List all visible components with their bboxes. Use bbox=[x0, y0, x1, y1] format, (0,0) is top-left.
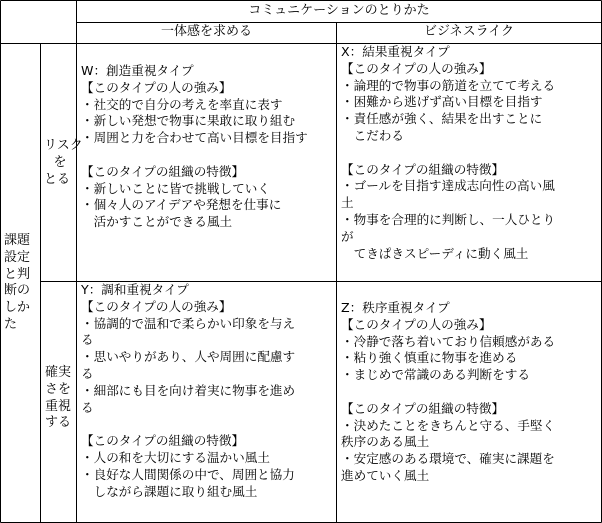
org-item: 活かすことができる風土 bbox=[81, 214, 233, 230]
cell-x-results bbox=[337, 44, 601, 281]
org-item: ・安定感のある環境で、確実に課題を bbox=[341, 451, 555, 467]
org-item: ・物事を合理的に判断し、一人ひとり bbox=[341, 211, 556, 227]
strength-item: ・困難から逃げず高い目標を目指す bbox=[341, 94, 543, 110]
org-item: てきぱきスピーディに動く風土 bbox=[341, 245, 529, 261]
org-item: ・決めたことをきちんと守る、手堅く bbox=[341, 417, 556, 433]
org-item: ・ゴールを目指す達成志向性の高い風 bbox=[341, 178, 555, 194]
strength-item: こだわる bbox=[341, 127, 404, 143]
strength-item: る bbox=[81, 399, 94, 415]
org-heading: 【このタイプの組織の特徴】 bbox=[341, 161, 505, 177]
strength-item: る bbox=[81, 365, 94, 381]
strength-item: ・細部にも目を向け着実に物事を進め bbox=[81, 382, 296, 398]
strength-item: ・責任感が強く、結果を出すことに bbox=[341, 111, 543, 127]
row-label-line: 重視 bbox=[45, 398, 72, 414]
org-heading: 【このタイプの組織の特徴】 bbox=[81, 433, 245, 449]
strength-item: る bbox=[81, 332, 94, 348]
cell-y-harmony bbox=[77, 282, 336, 522]
org-item: 土 bbox=[341, 195, 354, 211]
header-column-left: 一体感を求める bbox=[160, 24, 252, 39]
strength-heading: 【このタイプの人の強み】 bbox=[81, 298, 232, 314]
type-title: X：結果重視タイプ bbox=[341, 44, 450, 59]
type-title: W：創造重視タイプ bbox=[81, 63, 194, 78]
org-item: 進めていく風土 bbox=[341, 467, 430, 483]
row-label-take-risk bbox=[44, 137, 83, 193]
org-item: ・人の和を大切にする温かい風土 bbox=[81, 449, 270, 465]
type-title: Z：秩序重視タイプ bbox=[341, 300, 450, 315]
org-item: が bbox=[341, 228, 354, 244]
row-label-line: する bbox=[45, 415, 72, 431]
org-heading: 【このタイプの組織の特徴】 bbox=[341, 400, 505, 416]
row-label-line: リスク bbox=[44, 138, 83, 153]
strength-item: ・冷静で落ち着いており信頼感がある bbox=[341, 333, 556, 349]
strength-heading: 【このタイプの人の強み】 bbox=[341, 60, 492, 76]
header-column-right: ビジネスライク bbox=[424, 24, 514, 39]
strength-heading: 【このタイプの人の強み】 bbox=[341, 316, 492, 332]
cell-z-order bbox=[337, 300, 601, 522]
strength-item: ・協調的で温和で柔らかい印象を与え bbox=[81, 315, 296, 331]
strength-heading: 【このタイプの人の強み】 bbox=[81, 79, 232, 95]
row-label-certainty bbox=[45, 364, 75, 436]
row-axis-label bbox=[4, 232, 40, 342]
org-heading: 【このタイプの組織の特徴】 bbox=[81, 163, 245, 179]
row-axis-line: しか bbox=[4, 300, 31, 316]
strength-item: ・粘り強く慎重に物事を進める bbox=[341, 350, 518, 366]
row-label-line: とる bbox=[44, 171, 71, 187]
strength-item: ・思いやりがあり、人や周囲に配慮す bbox=[81, 349, 296, 365]
row-axis-line: 断の bbox=[4, 283, 31, 299]
row-label-line: を bbox=[53, 154, 67, 170]
cell-w-creative bbox=[77, 63, 336, 281]
org-item: ・個々人のアイデアや発想を仕事に bbox=[81, 197, 282, 213]
org-item: 秩序のある風土 bbox=[341, 434, 430, 450]
strength-item: ・社交的で自分の考えを率直に表す bbox=[81, 96, 283, 112]
org-item: ・良好な人間関係の中で、周囲と協力 bbox=[81, 466, 295, 482]
type-title: Y：調和重視タイプ bbox=[81, 282, 189, 297]
strength-item: ・論理的で物事の筋道を立てて考える bbox=[341, 77, 556, 93]
row-label-line: さを bbox=[45, 381, 72, 397]
strength-item: ・周囲と力を合わせて高い目標を目指す bbox=[81, 130, 308, 146]
row-axis-line: 課題 bbox=[4, 233, 31, 248]
row-label-line: 確実 bbox=[45, 365, 72, 380]
header-main-title: コミュニケーションのとりかた bbox=[248, 3, 430, 18]
row-axis-line: た bbox=[4, 316, 18, 332]
row-axis-line: 設定 bbox=[4, 249, 31, 265]
org-item: ・新しいことに皆で挑戦していく bbox=[81, 180, 270, 196]
strength-item: ・新しい発想で物事に果敢に取り組む bbox=[81, 113, 296, 129]
org-item: しながら課題に取り組む風土 bbox=[81, 483, 258, 499]
strength-item: ・まじめで常識のある判断をする bbox=[341, 367, 530, 383]
row-axis-line: と判 bbox=[4, 266, 31, 282]
